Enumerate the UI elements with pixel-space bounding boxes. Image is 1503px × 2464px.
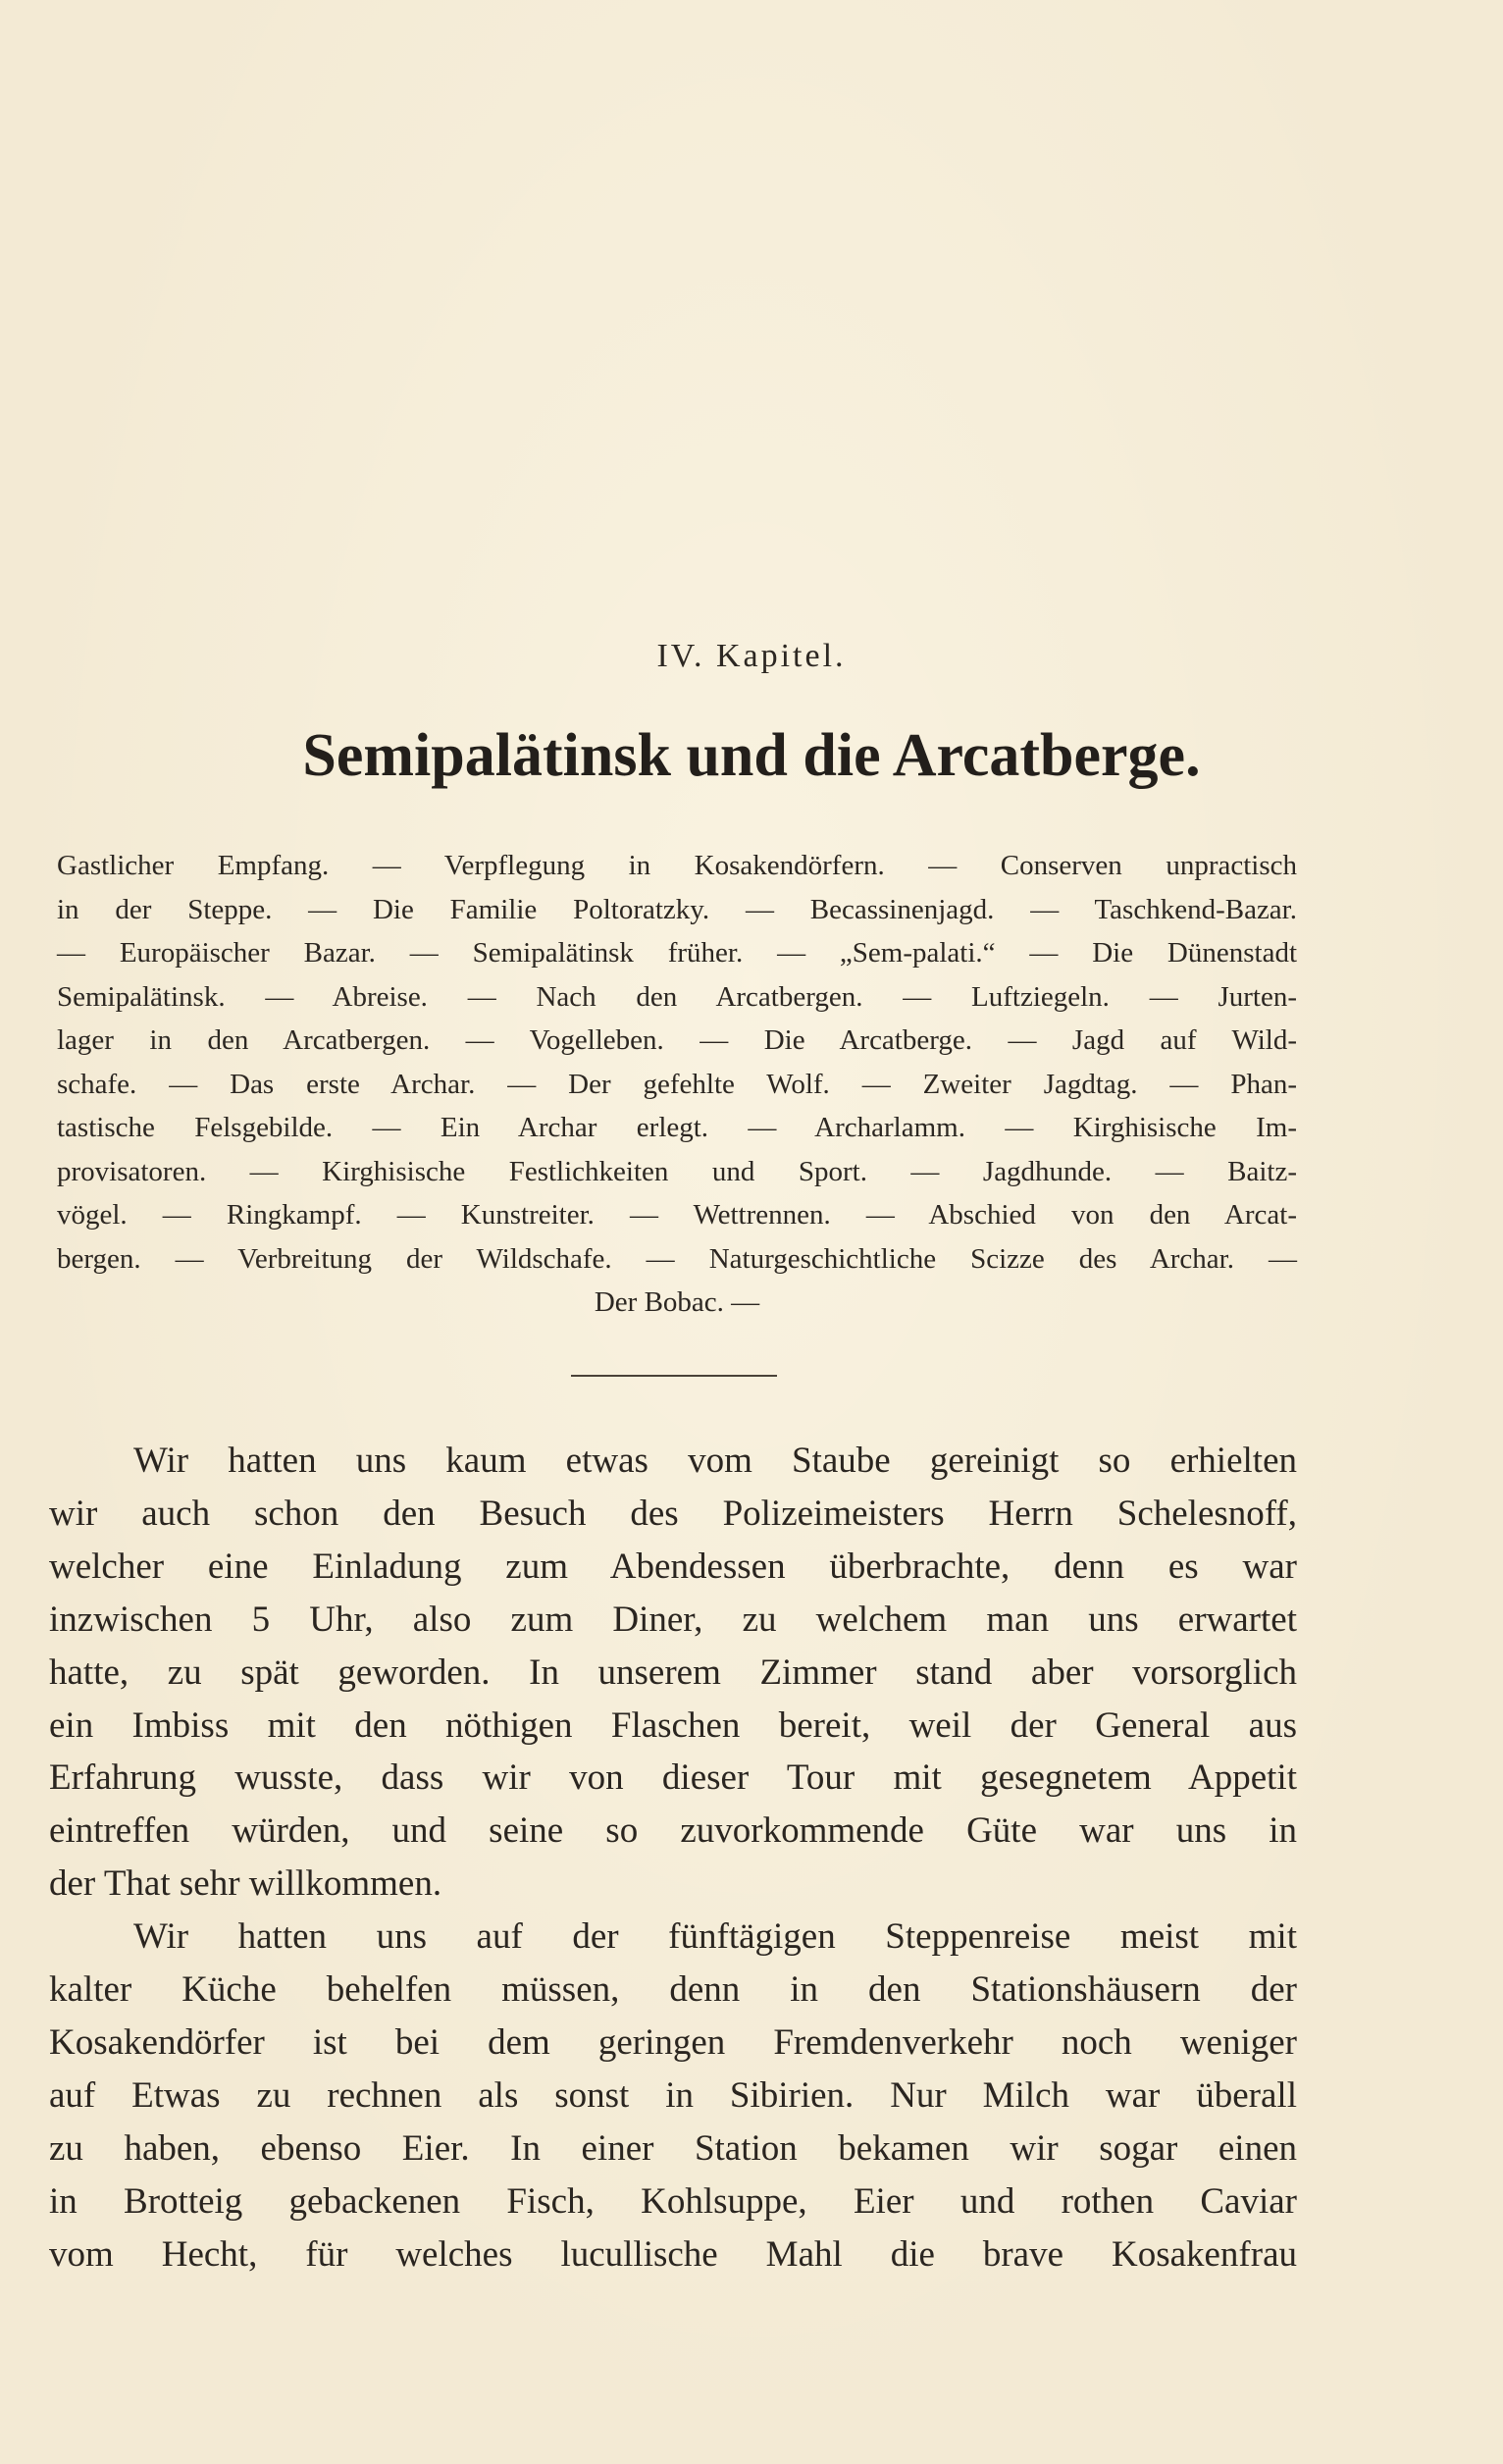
paragraph-line: der That sehr willkommen.: [49, 1863, 442, 1905]
chapter-number: IV. Kapitel.: [656, 638, 847, 674]
summary-line: tastische Felsgebilde. — Ein Archar erlegt. — Archarlamm. — Kirghisische Im-: [57, 1112, 1297, 1143]
paragraph-line: kalter Küche behelfen müssen, denn in den Stationshäusern der: [49, 1969, 1297, 2011]
bleed-through-texture: [54, 128, 1300, 622]
chapter-title: Semipalätinsk und die Arcatberge.: [302, 722, 1201, 789]
paragraph-line: hatte, zu spät geworden. In unserem Zimmer stand aber vorsorglich: [49, 1651, 1297, 1693]
paragraph-line: Wir hatten uns kaum etwas vom Staube gereinigt so erhielten: [133, 1441, 1297, 1481]
summary-line: provisatoren. — Kirghisische Festlichkeiten und Sport. — Jagdhunde. — Baitz-: [57, 1155, 1297, 1187]
summary-line: Semipalätinsk. — Abreise. — Nach den Arcatbergen. — Luftziegeln. — Jurten-: [57, 980, 1297, 1013]
paragraph-line: ein Imbiss mit den nöthigen Flaschen bereit, weil der General aus: [49, 1704, 1297, 1746]
section-divider: [571, 1375, 777, 1377]
paragraph-line: auf Etwas zu rechnen als sonst in Sibirien. Nur Milch war überall: [49, 2074, 1297, 2116]
paragraph-line: inzwischen 5 Uhr, also zum Diner, zu welchem man uns erwartet: [49, 1599, 1297, 1640]
summary-line: Der Bobac. —: [594, 1286, 760, 1318]
paragraph-line: Kosakendörfer ist bei dem geringen Fremdenverkehr noch weniger: [49, 2021, 1297, 2063]
paragraph-line: Wir hatten uns auf der fünftägigen Steppenreise meist mit: [133, 1916, 1297, 1958]
paragraph-line: zu haben, ebenso Eier. In einer Station bekamen wir sogar einen: [49, 2127, 1297, 2169]
summary-line: in der Steppe. — Die Familie Poltoratzky. — Becassinenjagd. — Taschkend-Bazar.: [57, 893, 1297, 925]
paragraph-line: eintreffen würden, und seine so zuvorkommende Güte war uns in: [49, 1810, 1297, 1852]
paragraph-line: welcher eine Einladung zum Abendessen überbrachte, denn es war: [49, 1546, 1297, 1587]
paragraph-line: Erfahrung wusste, dass wir von dieser Tour mit gesegnetem Appetit: [49, 1757, 1297, 1799]
body-text: [49, 1435, 1297, 2281]
paragraph-line: in Brotteig gebackenen Fisch, Kohlsuppe, Eier und rothen Caviar: [49, 2180, 1297, 2222]
chapter-summary: [57, 844, 1297, 1325]
summary-line: lager in den Arcatbergen. — Vogelleben. — Die Arcatberge. — Jagd auf Wild-: [57, 1024, 1297, 1056]
summary-line: bergen. — Verbreitung der Wildschafe. — Naturgeschichtliche Scizze des Archar. —: [57, 1242, 1297, 1275]
summary-line: Gastlicher Empfang. — Verpflegung in Kosakendörfern. — Conserven unpractisch: [57, 850, 1297, 881]
summary-line: schafe. — Das erste Archar. — Der gefehlte Wolf. — Zweiter Jagdtag. — Phan-: [57, 1068, 1297, 1100]
paragraph-line: vom Hecht, für welches lucullische Mahl die brave Kosakenfrau: [49, 2233, 1297, 2275]
paragraph-line: wir auch schon den Besuch des Polizeimeisters Herrn Schelesnoff,: [49, 1493, 1297, 1534]
summary-line: — Europäischer Bazar. — Semipalätinsk früher. — „Sem-palati.“ — Die Dünenstadt: [57, 937, 1297, 969]
summary-line: vögel. — Ringkampf. — Kunstreiter. — Wettrennen. — Abschied von den Arcat-: [57, 1199, 1297, 1231]
